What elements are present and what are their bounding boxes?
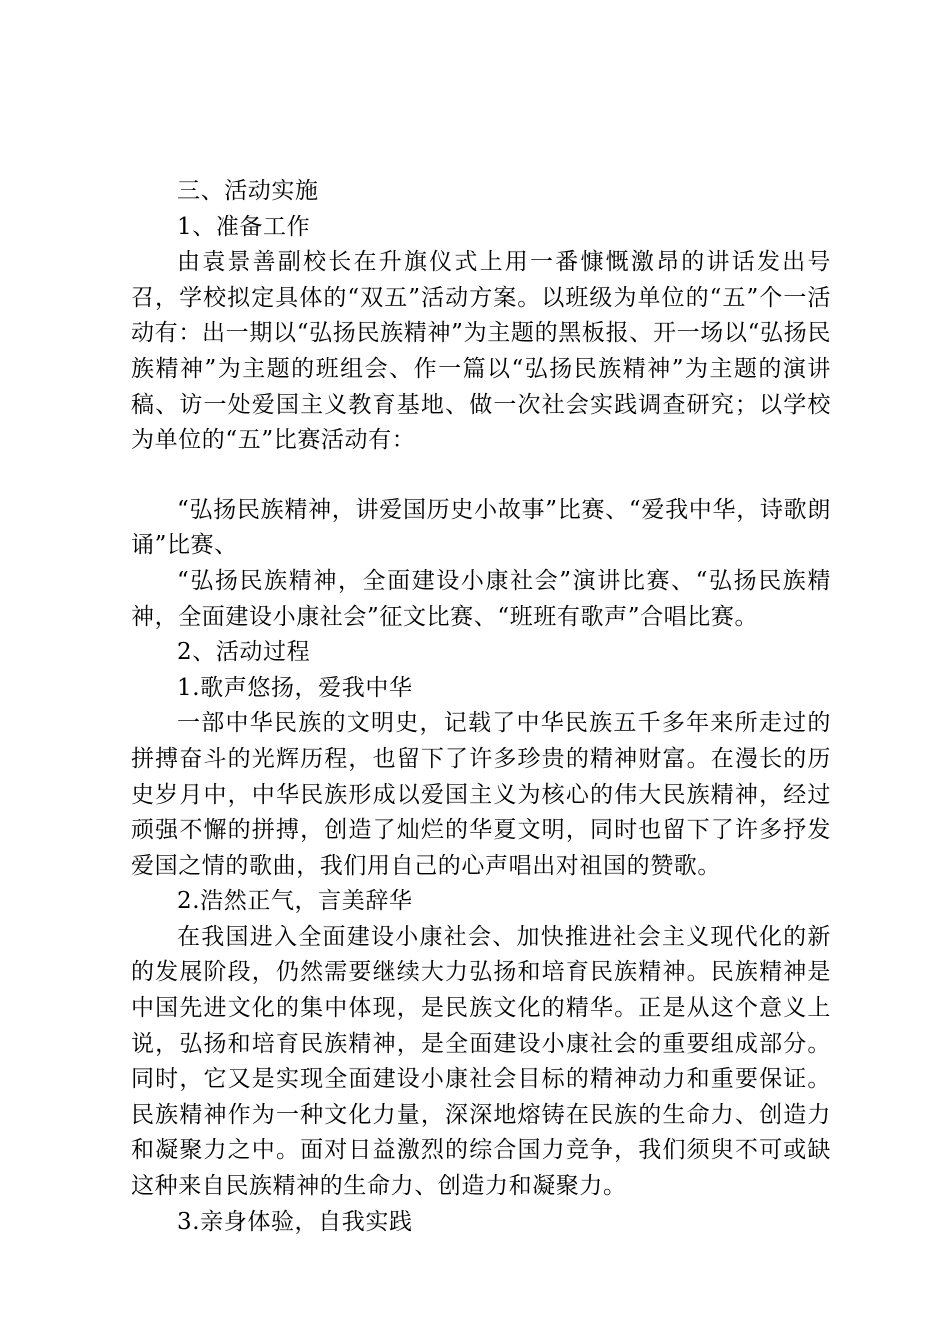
- section-heading: 三、活动实施: [177, 178, 319, 204]
- paragraph-speech: 在我国进入全面建设小康社会、加快推进社会主义现代化的新的发展阶段，仍然需要继续大力弘扬和培育民族精神。民族精神是中国先进文化的集中体现，是民族文化的精华。正是从这个意义上说，弘扬和培育民族精神，是全面建设小康社会的重要组成部分。同时，它又是实现全面建设小康社会目标的精神动力和重要保证。民族精神作为一种文化力量，深深地熔铸在民族的生命力、创造力和凝聚力之中。面对日益激烈的综合国力竞争，我们须臾不可或缺这种来自民族精神的生命力、创造力和凝聚力。: [131, 923, 831, 1200]
- item-heading-songs: 1.歌声悠扬，爱我中华: [177, 674, 413, 701]
- paragraph-competitions-1: “弘扬民族精神，讲爱国历史小故事”比赛、“爱我中华，诗歌朗诵”比赛、: [131, 496, 831, 559]
- subsection-heading-process: 2、活动过程: [177, 639, 311, 666]
- paragraph-spacer: [131, 459, 831, 493]
- document-body: [131, 174, 831, 1240]
- item-heading-practice: 3.亲身体验，自我实践: [177, 1208, 413, 1235]
- paragraph-preparation: 由袁景善副校长在升旗仪式上用一番慷慨激昂的讲话发出号召，学校拟定具体的“双五”活动方案。以班级为单位的“五”个一活动有：出一期以“弘扬民族精神”为主题的黑板报、开一场以“弘扬民族精神”为主题的班组会、作一篇以“弘扬民族精神”为主题的演讲稿、访一处爱国主义教育基地、做一次社会实践调查研究；以学校为单位的“五”比赛活动有：: [131, 249, 831, 454]
- item-heading-speech: 2.浩然正气，言美辞华: [177, 888, 413, 915]
- paragraph-songs: 一部中华民族的文明史，记载了中华民族五千多年来所走过的拼搏奋斗的光辉历程，也留下了许多珍贵的精神财富。在漫长的历史岁月中，中华民族形成以爱国主义为核心的伟大民族精神，经过顽强不懈的拼搏，创造了灿烂的华夏文明，同时也留下了许多抒发爱国之情的歌曲，我们用自己的心声唱出对祖国的赞歌。: [131, 710, 831, 879]
- subsection-heading-preparation: 1、准备工作: [177, 213, 311, 240]
- paragraph-competitions-2: “弘扬民族精神，全面建设小康社会”演讲比赛、“弘扬民族精神，全面建设小康社会”征文比赛、“班班有歌声”合唱比赛。: [131, 567, 831, 630]
